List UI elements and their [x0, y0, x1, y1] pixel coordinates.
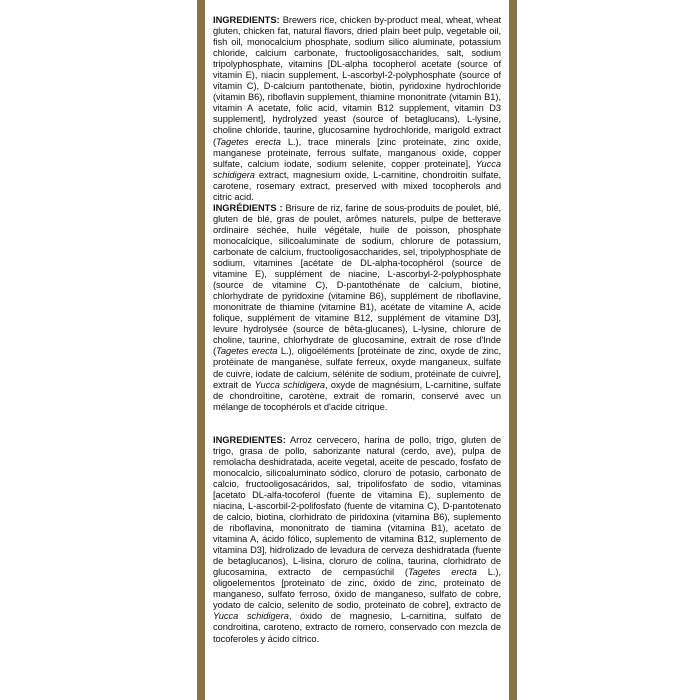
ingredients-spanish — [213, 435, 501, 645]
ingredients-heading-spanish: INGREDIENTES: — [213, 434, 286, 445]
ingredients-french — [213, 203, 501, 413]
ingredients-text-french-2: L.), oligoéléments [protéinate de zinc, oxyde de zinc, protéinate de manganèse, sulfate ferreux, oxyde manganeux, sulfate de cuivre, iodate de calcium, sélénite de sodium, protéinate de cuivre], extrait de — [213, 346, 501, 390]
ingredients-text-spanish-1: Arroz cervecero, harina de pollo, trigo, gluten de trigo, grasa de pollo, saborizante natural (cerdo, ave), pulpa de remolacha deshidratada, aceite vegetal, aceite de pescado, fosfato de monocalcio, silicoaluminato sódico, cloruro de potasio, carbonato de calcio, fructooligosacáridos, sal, tripolifosfato de sodio, vitaminas [acetato DL-alfa-tocoferol (fuente de vitamina E), suplemento de niacina, L-ascorbil-2-polifosfato (fuente de vitamina C), D-pantotenato de calcio, biotina, clorhidrato de piridoxina (vitamina B6), suplemento de riboflavina, mononitrato de tiamina (vitamina B1), acetato de vitamina A, ácido fólico, suplemento de vitamina B12, suplemento de vitamina D3], hidrolizado de levadura de cerveza deshidratada (fuente de betaglucanos), L-lisina, cloruro de colina, taurina, clorhidrato de glucosamina, extracto de cempasúchil ( — [213, 434, 501, 578]
ingredients-italic-english-2: Yucca schidigera — [213, 158, 501, 180]
ingredients-text-spanish-3: , óxido de magnesio, L-carnitina, sulfato de condroitina, caroteno, extracto de romero, conservado con mezcla de tocoferoles y ácido cítrico. — [213, 611, 501, 644]
ingredients-italic-english-1: Tagetes erecta — [216, 136, 281, 147]
ingredients-text-french-1: Brisure de riz, farine de sous-produits de poulet, blé, gluten de blé, gras de poulet, arômes naturels, pulpe de betterave ordinaire séchée, huile végétale, huile de poisson, phosphate monocalcique, silicoaluminate de sodium, chlorure de potassium, carbonate de calcium, fructooligosaccharides, sel, tripolyphosphate de sodium, vitamines [acétate de DL-alpha-tocophérol (source de vitamine E), supplément de niacine, L-ascorbyl-2-polyphosphate (source de vitamine C), D-pantothénate de calcium, biotine, chlorhydrate de pyridoxine (vitamine B6), supplément de riboflavine, mononitrate de thiamine (vitamine B1), acétate de vitamine A, acide folique, supplément de vitamine B12, supplément de vitamine D3], levure hydrolysée (source de bêta-glucanes), L-lysine, chlorure de choline, taurine, chlorhydrate de glucosamine, extrait de rose d'Inde ( — [213, 202, 502, 357]
ingredients-text-spanish-2: L.), oligoelementos [proteinato de zinc, óxido de zinc, proteinato de manganeso, sulfato ferroso, óxido de manganeso, sulfato de cobre, yodato de calcio, selenito de sodio, proteinato de cobre], extracto de — [213, 567, 501, 611]
ingredients-text-french-3: , oxyde de magnésium, L-carnitine, sulfate de chondroïtine, carotène, extrait de romarin, conservé avec un mélange de tocophérols et d'acide citrique. — [213, 379, 501, 412]
ingredients-italic-french-1: Tagetes erecta — [216, 346, 278, 357]
ingredients-content — [205, 0, 509, 645]
ingredients-heading-french: INGRÉDIENTS : — [213, 202, 283, 213]
ingredients-text-english-2: L.), trace minerals [zinc proteinate, zinc oxide, manganese proteinate, ferrous sulfate, manganous oxide, copper sulfate, calcium iodate, sodium selenite, copper proteinate], — [213, 136, 501, 169]
ingredients-heading-english: INGREDIENTS: — [213, 15, 280, 25]
ingredients-text-english-1: Brewers rice, chicken by-product meal, wheat, wheat gluten, chicken fat, natural flavors, dried plain beet pulp, vegetable oil, fish oil, monocalcium phosphate, sodium silico aluminate, potassium chloride, calcium carbonate, fructooligosaccharides, salt, sodium tripolyphosphate, vitamins [DL-alpha tocopherol acetate (source of vitamin E), niacin supplement, L-ascorbyl-2-polyphosphate (source of vitamin C), D-calcium pantothenate, biotin, pyridoxine hydrochloride (vitamin B6), riboflavin supplement, thiamine mononitrate (vitamin B1), vitamin A acetate, folic acid, vitamin B12 supplement, vitamin D3 supplement], hydrolyzed yeast (source of betaglucans), L-lysine, choline chloride, taurine, glucosamine hydrochloride, marigold extract ( — [213, 15, 501, 147]
ingredients-italic-french-2: Yucca schidigera — [254, 379, 325, 390]
ingredients-english — [213, 15, 501, 203]
ingredients-italic-spanish-1: Tagetes erecta — [407, 567, 477, 578]
ingredients-italic-spanish-2: Yucca schidigera — [213, 611, 289, 622]
ingredients-panel — [197, 0, 517, 700]
ingredients-text-english-3: extract, magnesium oxide, L-carnitine, chondroitin sulfate, carotene, rosemary extract, preserved with mixed tocopherols and citric acid. — [213, 169, 501, 202]
